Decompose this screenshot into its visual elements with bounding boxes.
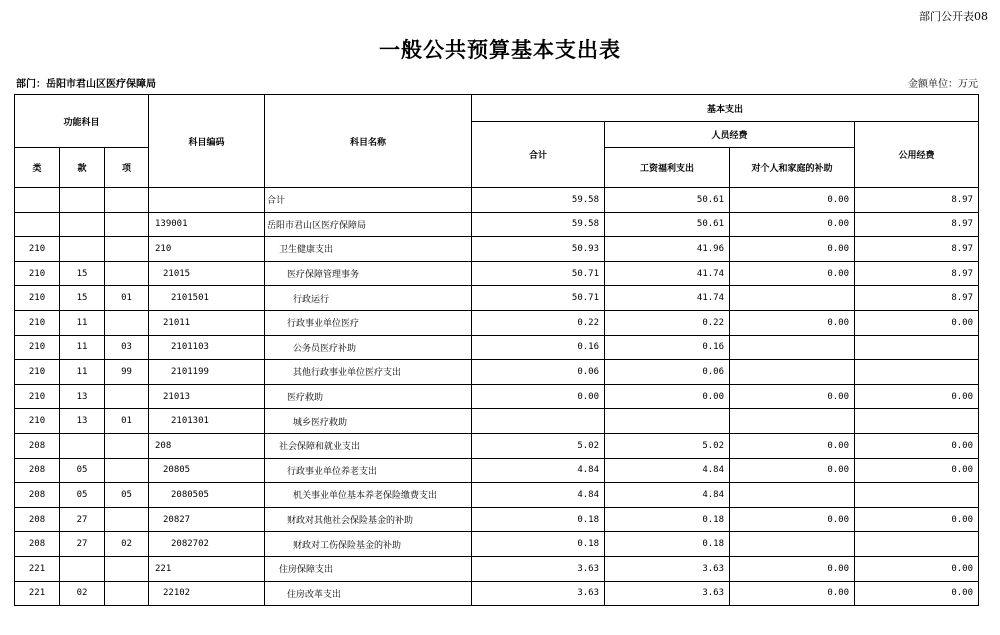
cell-household-subsidy: 0.00 [730,310,855,335]
cell-household-subsidy [730,335,855,360]
cell-household-subsidy [730,409,855,434]
cell-public-expense: 0.00 [855,458,979,483]
table-row [15,237,979,262]
cell-code: 21011 [149,310,265,335]
cell-total: 4.84 [472,458,605,483]
cell-xiang [105,212,149,237]
header-basic-expenditure: 基本支出 [472,95,979,122]
cell-xiang [105,458,149,483]
cell-total: 50.71 [472,286,605,311]
cell-household-subsidy: 0.00 [730,507,855,532]
unit-label: 金额单位：万元 [908,79,978,90]
cell-name: 财政对工伤保险基金的补助 [265,532,472,557]
cell-lei: 210 [15,409,60,434]
header-kuan: 款 [60,148,105,188]
cell-xiang [105,507,149,532]
cell-name: 行政运行 [265,286,472,311]
table-row [15,360,979,385]
cell-household-subsidy: 0.00 [730,261,855,286]
cell-name: 行政事业单位养老支出 [265,458,472,483]
table-row [15,310,979,335]
cell-total: 0.16 [472,335,605,360]
cell-kuan: 11 [60,360,105,385]
cell-wage-welfare [605,409,730,434]
cell-wage-welfare: 0.18 [605,507,730,532]
cell-name: 医疗救助 [265,384,472,409]
cell-total [472,409,605,434]
cell-household-subsidy: 0.00 [730,212,855,237]
cell-lei: 210 [15,237,60,262]
table-row [15,409,979,434]
cell-public-expense: 8.97 [855,261,979,286]
table-row [15,458,979,483]
cell-household-subsidy: 0.00 [730,188,855,213]
cell-public-expense: 8.97 [855,188,979,213]
cell-household-subsidy: 0.00 [730,237,855,262]
cell-name: 合计 [265,188,472,213]
cell-kuan: 05 [60,458,105,483]
cell-kuan [60,556,105,581]
header-personnel-expense: 人员经费 [605,122,855,148]
cell-public-expense: 0.00 [855,581,979,606]
header-household-subsidy: 对个人和家庭的补助 [730,148,855,188]
cell-household-subsidy: 0.00 [730,384,855,409]
header-lei: 类 [15,148,60,188]
cell-code [149,188,265,213]
table-row [15,286,979,311]
cell-xiang [105,310,149,335]
cell-kuan: 11 [60,310,105,335]
cell-lei: 208 [15,507,60,532]
cell-lei: 210 [15,335,60,360]
cell-public-expense: 8.97 [855,237,979,262]
table-row [15,581,979,606]
cell-total: 0.06 [472,360,605,385]
cell-kuan: 11 [60,335,105,360]
cell-code: 2101501 [149,286,265,311]
cell-name: 机关事业单位基本养老保险缴费支出 [265,483,472,508]
cell-wage-welfare: 4.84 [605,458,730,483]
cell-xiang [105,433,149,458]
cell-name: 住房改革支出 [265,581,472,606]
cell-code: 2101301 [149,409,265,434]
cell-lei: 210 [15,360,60,385]
cell-total: 59.58 [472,212,605,237]
cell-total: 0.22 [472,310,605,335]
cell-total: 50.71 [472,261,605,286]
cell-code: 2080505 [149,483,265,508]
cell-wage-welfare: 0.22 [605,310,730,335]
cell-code: 20827 [149,507,265,532]
cell-code: 221 [149,556,265,581]
cell-public-expense [855,409,979,434]
cell-lei: 210 [15,384,60,409]
cell-lei: 210 [15,310,60,335]
cell-lei: 208 [15,433,60,458]
cell-lei: 208 [15,532,60,557]
cell-name: 卫生健康支出 [265,237,472,262]
cell-household-subsidy [730,532,855,557]
cell-kuan: 13 [60,409,105,434]
cell-total: 4.84 [472,483,605,508]
cell-public-expense [855,483,979,508]
cell-household-subsidy: 0.00 [730,458,855,483]
table-row [15,507,979,532]
cell-household-subsidy: 0.00 [730,556,855,581]
cell-public-expense [855,360,979,385]
cell-wage-welfare: 4.84 [605,483,730,508]
cell-xiang: 05 [105,483,149,508]
cell-code: 139001 [149,212,265,237]
cell-name: 其他行政事业单位医疗支出 [265,360,472,385]
cell-wage-welfare: 41.74 [605,286,730,311]
cell-name: 公务员医疗补助 [265,335,472,360]
cell-code: 22102 [149,581,265,606]
cell-household-subsidy [730,483,855,508]
cell-kuan: 27 [60,532,105,557]
cell-household-subsidy: 0.00 [730,433,855,458]
cell-kuan [60,433,105,458]
header-subject-code: 科目编码 [149,95,265,188]
header-public-expense: 公用经费 [855,122,979,188]
table-row [15,483,979,508]
cell-kuan: 15 [60,261,105,286]
cell-total: 0.00 [472,384,605,409]
cell-xiang [105,556,149,581]
cell-xiang: 01 [105,286,149,311]
cell-public-expense: 8.97 [855,212,979,237]
cell-lei: 221 [15,556,60,581]
cell-kuan: 15 [60,286,105,311]
cell-name: 行政事业单位医疗 [265,310,472,335]
cell-kuan: 02 [60,581,105,606]
table-row [15,556,979,581]
cell-total: 0.18 [472,532,605,557]
cell-household-subsidy: 0.00 [730,581,855,606]
cell-wage-welfare: 3.63 [605,556,730,581]
page-title: 一般公共预算基本支出表 [379,37,621,62]
cell-code: 2101199 [149,360,265,385]
cell-public-expense [855,335,979,360]
cell-code: 210 [149,237,265,262]
cell-wage-welfare: 41.96 [605,237,730,262]
cell-total: 5.02 [472,433,605,458]
cell-kuan: 27 [60,507,105,532]
cell-lei [15,212,60,237]
cell-wage-welfare: 5.02 [605,433,730,458]
cell-public-expense: 0.00 [855,507,979,532]
cell-lei: 208 [15,458,60,483]
cell-name: 社会保障和就业支出 [265,433,472,458]
cell-total: 59.58 [472,188,605,213]
cell-code: 21013 [149,384,265,409]
header-wage-welfare: 工资福利支出 [605,148,730,188]
table-row [15,384,979,409]
cell-xiang [105,237,149,262]
header-total: 合计 [472,122,605,188]
cell-kuan: 05 [60,483,105,508]
cell-xiang [105,188,149,213]
cell-lei: 210 [15,261,60,286]
budget-table [14,94,979,606]
table-row [15,188,979,213]
cell-xiang [105,384,149,409]
cell-public-expense: 8.97 [855,286,979,311]
header-xiang: 项 [105,148,149,188]
cell-code: 2082702 [149,532,265,557]
cell-public-expense: 0.00 [855,384,979,409]
cell-lei: 221 [15,581,60,606]
header-subject-name: 科目名称 [265,95,472,188]
cell-lei: 210 [15,286,60,311]
cell-public-expense: 0.00 [855,310,979,335]
cell-code: 20805 [149,458,265,483]
cell-total: 50.93 [472,237,605,262]
cell-kuan [60,212,105,237]
department-label: 部门：岳阳市君山区医疗保障局 [16,79,156,90]
cell-wage-welfare: 0.16 [605,335,730,360]
cell-kuan [60,188,105,213]
table-row [15,532,979,557]
cell-wage-welfare: 41.74 [605,261,730,286]
cell-kuan: 13 [60,384,105,409]
cell-kuan [60,237,105,262]
cell-name: 城乡医疗救助 [265,409,472,434]
cell-wage-welfare: 0.06 [605,360,730,385]
cell-xiang: 01 [105,409,149,434]
cell-total: 3.63 [472,556,605,581]
header-func-subject: 功能科目 [15,95,149,148]
cell-xiang [105,581,149,606]
cell-wage-welfare: 3.63 [605,581,730,606]
cell-total: 0.18 [472,507,605,532]
cell-code: 2101103 [149,335,265,360]
cell-wage-welfare: 0.00 [605,384,730,409]
cell-xiang: 03 [105,335,149,360]
cell-lei: 208 [15,483,60,508]
cell-name: 医疗保障管理事务 [265,261,472,286]
cell-name: 财政对其他社会保险基金的补助 [265,507,472,532]
table-row [15,335,979,360]
cell-name: 岳阳市君山区医疗保障局 [265,212,472,237]
cell-public-expense: 0.00 [855,433,979,458]
cell-xiang [105,261,149,286]
cell-household-subsidy [730,286,855,311]
cell-code: 21015 [149,261,265,286]
table-row [15,261,979,286]
cell-xiang: 02 [105,532,149,557]
form-number: 部门公开表08 [919,10,988,23]
table-row [15,433,979,458]
cell-xiang: 99 [105,360,149,385]
cell-public-expense: 0.00 [855,556,979,581]
cell-lei [15,188,60,213]
cell-wage-welfare: 50.61 [605,212,730,237]
cell-total: 3.63 [472,581,605,606]
cell-public-expense [855,532,979,557]
cell-household-subsidy [730,360,855,385]
cell-wage-welfare: 0.18 [605,532,730,557]
table-row [15,212,979,237]
cell-code: 208 [149,433,265,458]
cell-name: 住房保障支出 [265,556,472,581]
cell-wage-welfare: 50.61 [605,188,730,213]
